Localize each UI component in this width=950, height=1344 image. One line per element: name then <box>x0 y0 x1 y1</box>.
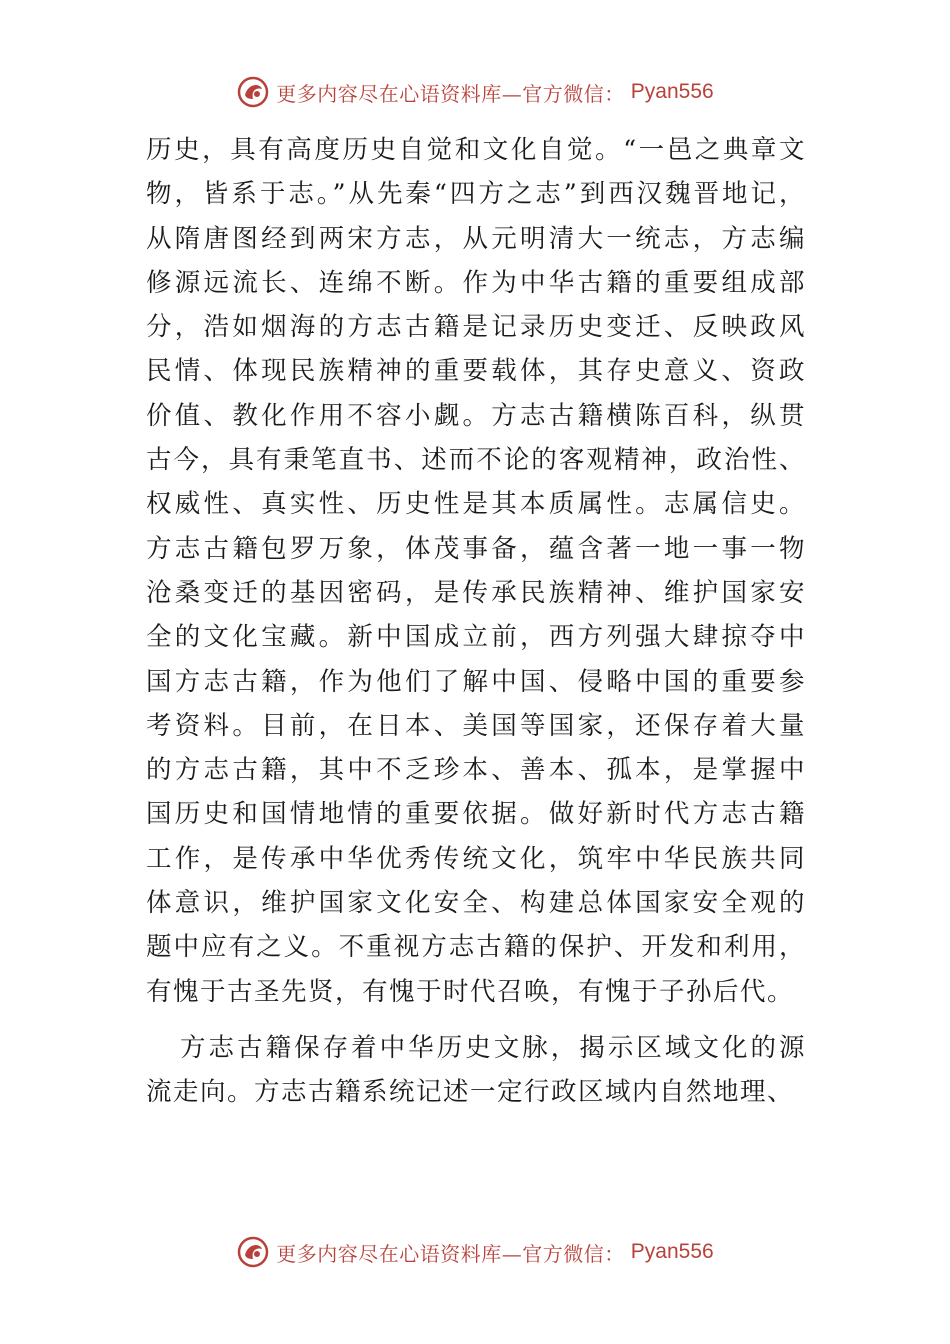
document-body <box>146 128 806 1115</box>
red-swirl-logo-icon <box>236 1235 270 1269</box>
text-line: 分，浩如烟海的方志古籍是记录历史变迁、反映政风 <box>146 312 806 343</box>
text-line: 考资料。目前，在日本、美国等国家，还保存着大量 <box>146 710 806 741</box>
text-line: 历史，具有高度历史自觉和文化自觉。“一邑之典章文 <box>146 135 806 165</box>
watermark-wechat-id: Pyan556 <box>630 1240 714 1263</box>
text-line: 题中应有之义。不重视方志古籍的保护、开发和利用， <box>146 932 806 963</box>
red-swirl-logo-icon <box>236 75 270 109</box>
header-watermark <box>0 72 950 112</box>
text-line: 修源远流长、连绵不断。作为中华古籍的重要组成部 <box>146 267 806 298</box>
text-line: 民情、体现民族精神的重要载体，其存史意义、资政 <box>146 356 806 387</box>
text-line: 的方志古籍，其中不乏珍本、善本、孤本，是掌握中 <box>146 755 806 786</box>
watermark-text: 更多内容尽在心语资料库—官方微信： <box>276 1241 625 1266</box>
text-line: 权威性、真实性、历史性是其本质属性。志属信史。 <box>146 489 806 520</box>
text-line: 方志古籍包罗万象，体茂事备，蕴含著一地一事一物 <box>146 533 806 564</box>
text-line: 价值、教化作用不容小觑。方志古籍横陈百科，纵贯 <box>146 400 806 431</box>
text-line: 沧桑变迁的基因密码，是传承民族精神、维护国家安 <box>146 577 806 608</box>
text-line: 古今，具有秉笔直书、述而不论的客观精神，政治性、 <box>146 445 806 476</box>
watermark-text: 更多内容尽在心语资料库—官方微信： <box>276 81 625 106</box>
text-line: 国历史和国情地情的重要依据。做好新时代方志古籍 <box>146 799 806 830</box>
paragraph-spacer <box>146 1014 806 1026</box>
text-line: 有愧于古圣先贤，有愧于时代召唤，有愧于子孙后代。 <box>146 976 795 1007</box>
text-line: 全的文化宝藏。新中国成立前，西方列强大肆掠夺中 <box>146 622 806 653</box>
footer-watermark <box>0 1232 950 1272</box>
text-line: 体意识，维护国家文化安全、构建总体国家安全观的 <box>146 888 806 919</box>
text-line: 国方志古籍，作为他们了解中国、侵略中国的重要参 <box>146 666 806 697</box>
text-line: 工作，是传承中华优秀传统文化，筑牢中华民族共同 <box>146 843 806 874</box>
text-line: 方志古籍保存着中华历史文脉，揭示区域文化的源 <box>180 1032 806 1063</box>
paragraph-1 <box>146 128 806 1014</box>
text-line: 从隋唐图经到两宋方志，从元明清大一统志，方志编 <box>146 223 806 254</box>
paragraph-2 <box>146 1026 806 1115</box>
text-line: 物，皆系于志。”从先秦“四方之志”到西汉魏晋地记， <box>146 179 806 210</box>
text-line: 流走向。方志古籍系统记述一定行政区域内自然地理、 <box>146 1077 795 1108</box>
watermark-wechat-id: Pyan556 <box>630 80 714 103</box>
